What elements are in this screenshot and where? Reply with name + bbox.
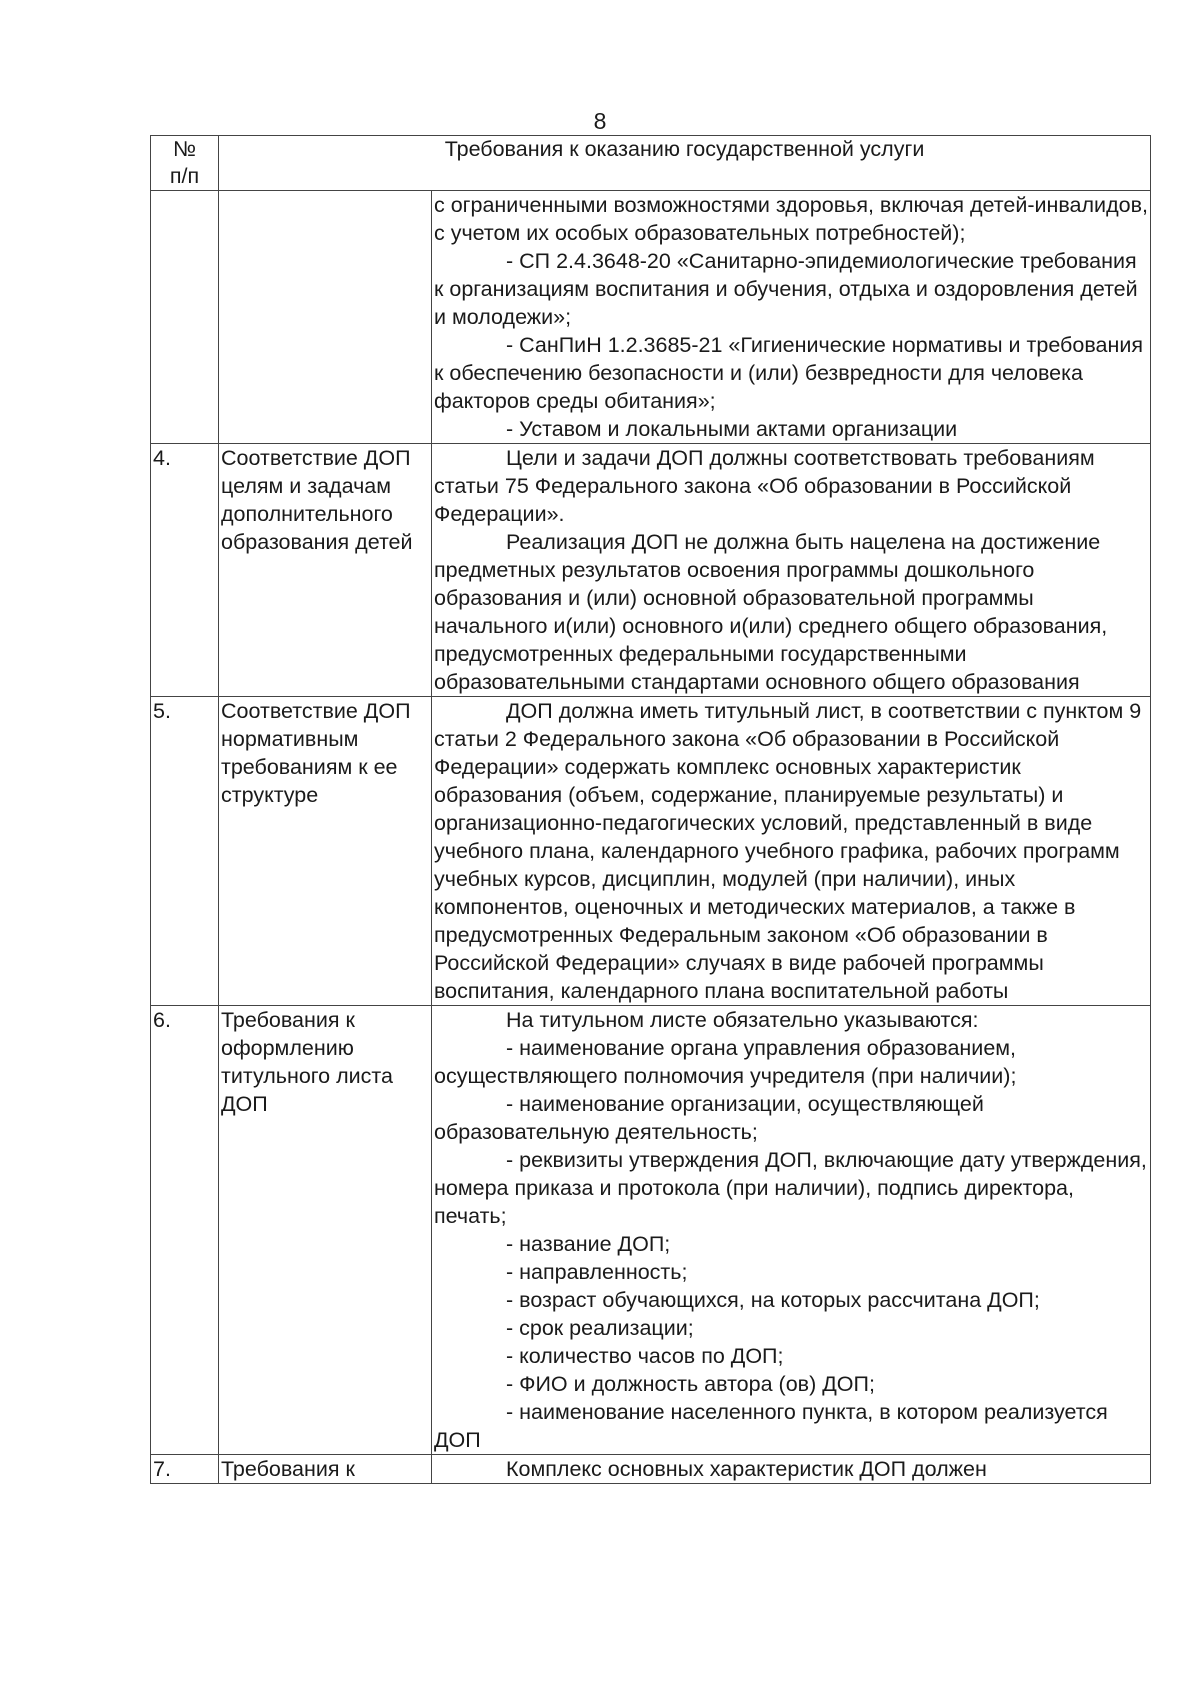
row-number: 4. [151, 444, 219, 697]
table-row [151, 1006, 1151, 1455]
requirement-name [219, 191, 432, 444]
table-header-row [151, 136, 1151, 191]
table-row [151, 191, 1151, 444]
row-number: 7. [151, 1455, 219, 1484]
requirement-paragraph: - направленность; [506, 1260, 688, 1284]
requirement-paragraph: - СП 2.4.3648-20 «Санитарно-эпидемиологические требования к организациям воспитания и обучения, отдыха и оздоровления детей и молодежи»; [434, 249, 1138, 329]
requirement-paragraph: - количество часов по ДОП; [506, 1344, 784, 1368]
requirement-paragraph: - название ДОП; [506, 1232, 671, 1256]
requirement-description [432, 1455, 1151, 1484]
requirement-name: Требования к оформлению титульного листа ДОП [219, 1006, 432, 1455]
table-row [151, 1455, 1151, 1484]
requirement-paragraph: ДОП должна иметь титульный лист, в соответствии с пунктом 9 статьи 2 Федерального закона «Об образовании в Российской Федерации» содержать комплекс основных характеристик образования (объем, содержание, планируемые результаты) и организационно-педагогических условий, представленный в виде учебного плана, календарного учебного графика, рабочих программ учебных курсов, дисциплин, модулей (при наличии), иных компонентов, оценочных и методических материалов, а также в предусмотренных Федеральным законом «Об образовании в Российской Федерации» случаях в виде рабочей программы воспитания, календарного плана воспитательной работы [434, 699, 1142, 1003]
column-header-requirements [219, 136, 1151, 191]
requirement-paragraph: - СанПиН 1.2.3685-21 «Гигиенические нормативы и требования к обеспечению безопасности и (или) безвредности для человека факторов среды обитания»; [434, 333, 1143, 413]
requirement-paragraph: - ФИО и должность автора (ов) ДОП; [506, 1372, 875, 1396]
requirement-name: Соответствие ДОП нормативным требованиям к ее структуре [219, 697, 432, 1006]
table-row [151, 444, 1151, 697]
row-number [151, 191, 219, 444]
requirement-name: Соответствие ДОП целям и задачам дополнительного образования детей [219, 444, 432, 697]
requirement-description [432, 697, 1151, 1006]
column-header-requirements-label: Требования к оказанию государственной услуги [444, 137, 925, 161]
requirement-paragraph: - наименование населенного пункта, в котором реализуется ДОП [434, 1400, 1108, 1452]
table-body [151, 191, 1151, 1484]
requirement-paragraph: - наименование организации, осуществляющей образовательную деятельность; [434, 1092, 984, 1144]
requirement-paragraph: с ограниченными возможностями здоровья, включая детей-инвалидов, с учетом их особых образовательных потребностей); [434, 193, 1148, 245]
requirement-paragraph: Реализация ДОП не должна быть нацелена на достижение предметных результатов освоения программы дошкольного образования и (или) основной образовательной программы начального и(или) основного и(или) среднего общего образования, предусмотренных федеральными государственными образовательными стандартами основного общего образования [434, 530, 1108, 694]
page-number: 8 [593, 108, 607, 134]
table-row [151, 697, 1151, 1006]
requirements-table [150, 135, 1151, 1484]
row-number: 6. [151, 1006, 219, 1455]
requirement-description [432, 1006, 1151, 1455]
requirement-paragraph: - срок реализации; [506, 1316, 694, 1340]
requirement-paragraph: - возраст обучающихся, на которых рассчитана ДОП; [506, 1288, 1040, 1312]
requirement-description [432, 444, 1151, 697]
column-header-number [151, 136, 219, 191]
requirement-description [432, 191, 1151, 444]
requirement-paragraph: - Уставом и локальными актами организации [506, 417, 958, 441]
requirement-paragraph: - реквизиты утверждения ДОП, включающие дату утверждения, номера приказа и протокола (при наличии), подпись директора, печать; [434, 1148, 1147, 1228]
requirement-paragraph: Цели и задачи ДОП должны соответствовать требованиям статьи 75 Федерального закона «Об образовании в Российской Федерации». [434, 446, 1095, 526]
requirement-paragraph: - наименование органа управления образованием, осуществляющего полномочия учредителя (при наличии); [434, 1036, 1017, 1088]
requirement-paragraph: Комплекс основных характеристик ДОП должен [506, 1457, 987, 1481]
row-number: 5. [151, 697, 219, 1006]
requirement-paragraph: На титульном листе обязательно указываются: [506, 1008, 979, 1032]
requirement-name: Требования к [219, 1455, 432, 1484]
column-header-number-label: № п/п [169, 137, 200, 188]
